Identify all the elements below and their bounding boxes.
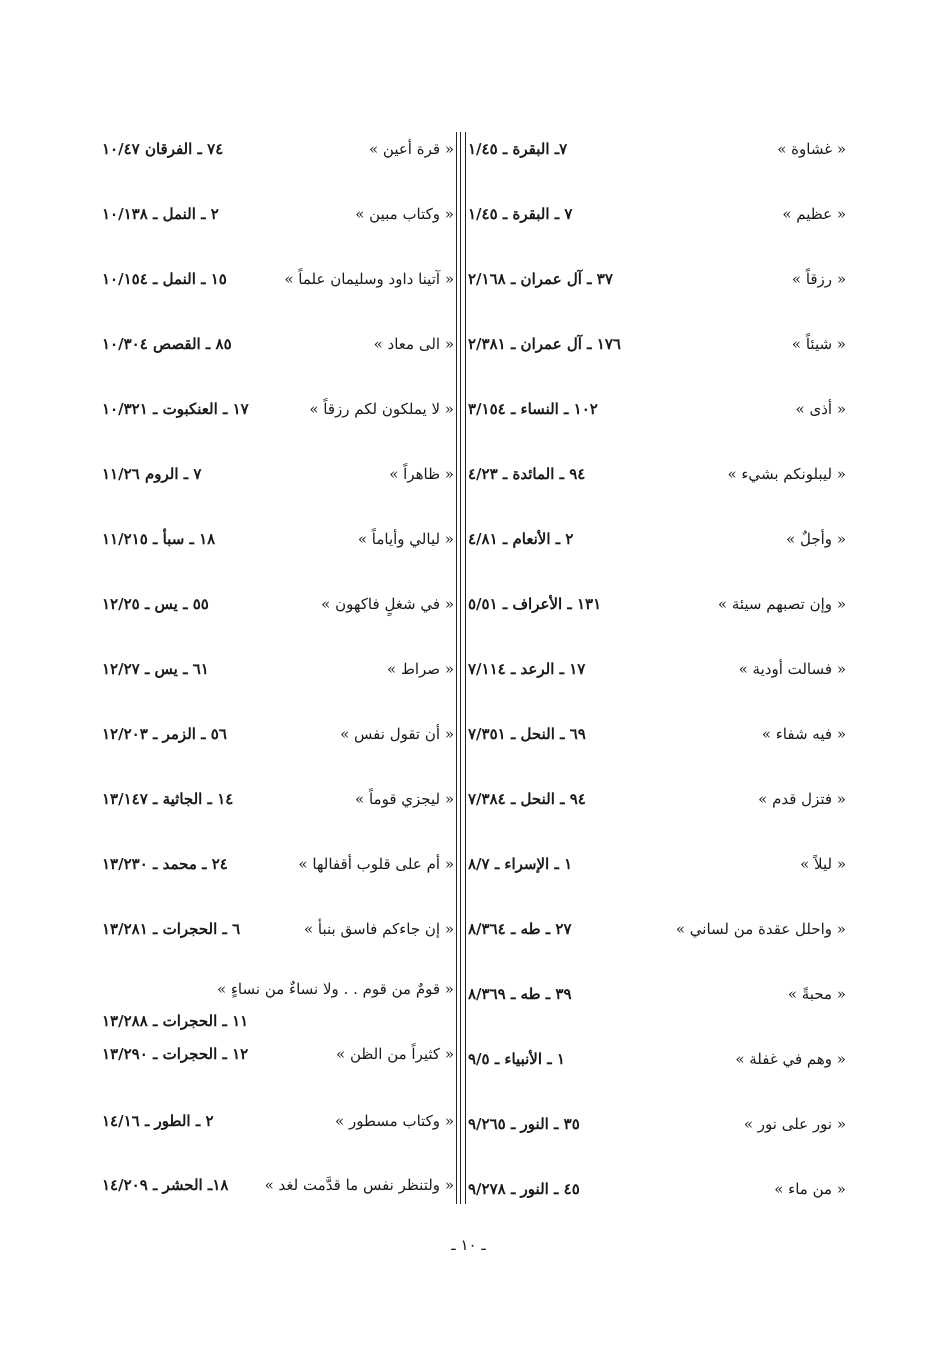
entry-word: « ليالي وأياماً » (357, 530, 454, 548)
entry-word: « فسالت أودية » (738, 660, 846, 678)
entry-reference: ٢٧ ـ طه ـ ٨/٣٦٤ (468, 920, 572, 938)
entry-word: « آتينا داود وسليمان علماً » (284, 270, 454, 288)
index-entry (80, 270, 454, 310)
entry-word: « ليجزي قوماً » (355, 790, 454, 808)
entry-word: « ولتنظر نفس ما قدَّمت لغد » (264, 1176, 454, 1194)
entry-reference: ٢ ـ الأنعام ـ ٤/٨١ (468, 530, 574, 548)
entry-reference: ٨٥ ـ القصص ١٠/٣٠٤ (102, 335, 232, 353)
entry-reference: ٣٩ ـ طه ـ ٨/٣٦٩ (468, 985, 572, 1003)
index-entry (466, 400, 846, 440)
entry-reference: ٩٤ ـ المائدة ـ ٤/٢٣ (468, 465, 586, 483)
entry-reference: ٦ ـ الحجرات ـ ١٣/٢٨١ (102, 920, 241, 938)
index-entry (80, 140, 454, 180)
entry-word: « أن تقول نفس » (340, 725, 454, 743)
entry-word: « الى معاد » (373, 335, 454, 353)
entry-reference: ٦٩ ـ النحل ـ ٧/٣٥١ (468, 725, 586, 743)
entry-reference: ١٤ ـ الجاثية ـ ١٣/١٤٧ (102, 790, 234, 808)
entry-reference: ١٧٦ ـ آل عمران ـ ٢/٣٨١ (468, 335, 621, 353)
entry-reference: ٢ ـ الطور ـ ١٤/١٦ (102, 1112, 214, 1130)
entry-word: « قرة أعين » (368, 140, 454, 158)
index-entry (80, 920, 454, 960)
index-entry (80, 660, 454, 700)
entry-word: « كثيراً من الظن » (336, 1045, 454, 1063)
entry-reference: ١٠٢ ـ النساء ـ ٣/١٥٤ (468, 400, 598, 418)
entry-reference: ٣٥ ـ النور ـ ٩/٢٦٥ (468, 1115, 580, 1133)
entry-word: « وكتاب مسطور » (335, 1112, 454, 1130)
entry-reference: ١٧ ـ العنكبوت ـ ١٠/٣٢١ (102, 400, 249, 418)
index-entry (80, 335, 454, 375)
entry-word: « وإن تصبهم سيئة » (717, 595, 846, 613)
index-entry (80, 205, 454, 245)
index-entry (466, 530, 846, 570)
entry-word: « صراط » (387, 660, 454, 678)
entry-reference: ١٨ـ الحشر ـ ١٤/٢٠٩ (102, 1176, 229, 1194)
entry-word: « أم على قلوب أقفالها » (298, 855, 454, 873)
index-entry (466, 985, 846, 1025)
column-divider (456, 132, 466, 1204)
index-entry (80, 400, 454, 440)
entry-word: « عظيم » (782, 205, 846, 223)
entry-reference: ١ ـ الأنبياء ـ ٩/٥ (468, 1050, 565, 1068)
index-entry (466, 1050, 846, 1090)
entry-reference: ١٨ ـ سبأ ـ ١١/٢١٥ (102, 530, 216, 548)
entry-reference: ٢ ـ النمل ـ ١٠/١٣٨ (102, 205, 219, 223)
index-entry (80, 980, 454, 1040)
entry-reference: ٢٤ ـ محمد ـ ١٣/٢٣٠ (102, 855, 228, 873)
entry-word: « ظاهراً » (389, 465, 454, 483)
entry-reference: ١٥ ـ النمل ـ ١٠/١٥٤ (102, 270, 227, 288)
entry-reference: ٧ ـ الروم ١١/٢٦ (102, 465, 202, 483)
index-entry (466, 595, 846, 635)
entry-reference: ١٢ ـ الحجرات ـ ١٣/٢٩٠ (102, 1045, 249, 1063)
entry-reference: ٧ـ البقرة ـ ١/٤٥ (468, 140, 568, 158)
entry-reference: ٦١ ـ يس ـ ١٢/٢٧ (102, 660, 209, 678)
index-entry (466, 140, 846, 180)
entry-reference: ٤٥ ـ النور ـ ٩/٢٧٨ (468, 1180, 580, 1198)
entry-reference: ٩٤ ـ النحل ـ ٧/٣٨٤ (468, 790, 586, 808)
entry-reference: ١٧ ـ الرعد ـ ٧/١١٤ (468, 660, 586, 678)
index-entry (466, 660, 846, 700)
entry-word: « ليلاً » (800, 855, 846, 873)
index-entry (80, 725, 454, 765)
index-entry (466, 790, 846, 830)
index-entry (80, 790, 454, 830)
entry-reference: ١٣١ ـ الأعراف ـ ٥/٥١ (468, 595, 602, 613)
index-entry (466, 205, 846, 245)
entry-word: « وهم في غفلة » (735, 1050, 846, 1068)
index-entry (466, 725, 846, 765)
index-entry (80, 1176, 454, 1216)
entry-word: « نور على نور » (743, 1115, 846, 1133)
entry-reference: ٣٧ ـ آل عمران ـ ٢/١٦٨ (468, 270, 613, 288)
entry-reference: ١ ـ الإسراء ـ ٨/٧ (468, 855, 573, 873)
index-entry (80, 1045, 454, 1085)
entry-word: « واحلل عقدة من لساني » (675, 920, 846, 938)
index-entry (466, 270, 846, 310)
index-entry (80, 1112, 454, 1152)
index-entry (466, 335, 846, 375)
entry-word: « إن جاءكم فاسق بنبأ » (303, 920, 454, 938)
entry-reference: ١١ ـ الحجرات ـ ١٣/٢٨٨ (102, 1012, 249, 1030)
entry-word: « قومٌ من قوم . . ولا نساءٌ من نساءٍ » (216, 980, 454, 998)
entry-word: « رزقاً » (791, 270, 846, 288)
index-entry (466, 855, 846, 895)
entry-reference: ٧ ـ البقرة ـ ١/٤٥ (468, 205, 573, 223)
entry-word: « محبةً » (787, 985, 846, 1003)
entry-word: « فتزل قدم » (758, 790, 846, 808)
entry-reference: ٧٤ ـ الفرقان ١٠/٤٧ (102, 140, 224, 158)
entry-reference: ٥٥ ـ يس ـ ١٢/٢٥ (102, 595, 209, 613)
index-entry (466, 1180, 846, 1220)
entry-word: « من ماء » (774, 1180, 846, 1198)
entry-word: « فيه شفاء » (761, 725, 846, 743)
index-entry (466, 920, 846, 960)
index-entry (466, 1115, 846, 1155)
page-number: ـ ١٠ ـ (451, 1236, 486, 1254)
index-entry (80, 530, 454, 570)
index-entry (80, 465, 454, 505)
index-entry (80, 595, 454, 635)
entry-word: « وكتاب مبين » (355, 205, 454, 223)
entry-word: « ليبلونكم بشيء » (727, 465, 846, 483)
entry-word: « غشاوة » (777, 140, 846, 158)
entry-reference: ٥٦ ـ الزمر ـ ١٢/٢٠٣ (102, 725, 227, 743)
entry-word: « في شغلٍ فاكهون » (321, 595, 454, 613)
entry-word: « لا يملكون لكم رزقاً » (309, 400, 454, 418)
index-entry (466, 465, 846, 505)
entry-word: « شيئاً » (791, 335, 846, 353)
entry-word: « أذى » (795, 400, 846, 418)
entry-word: « وأجلٌ » (786, 530, 846, 548)
index-entry (80, 855, 454, 895)
